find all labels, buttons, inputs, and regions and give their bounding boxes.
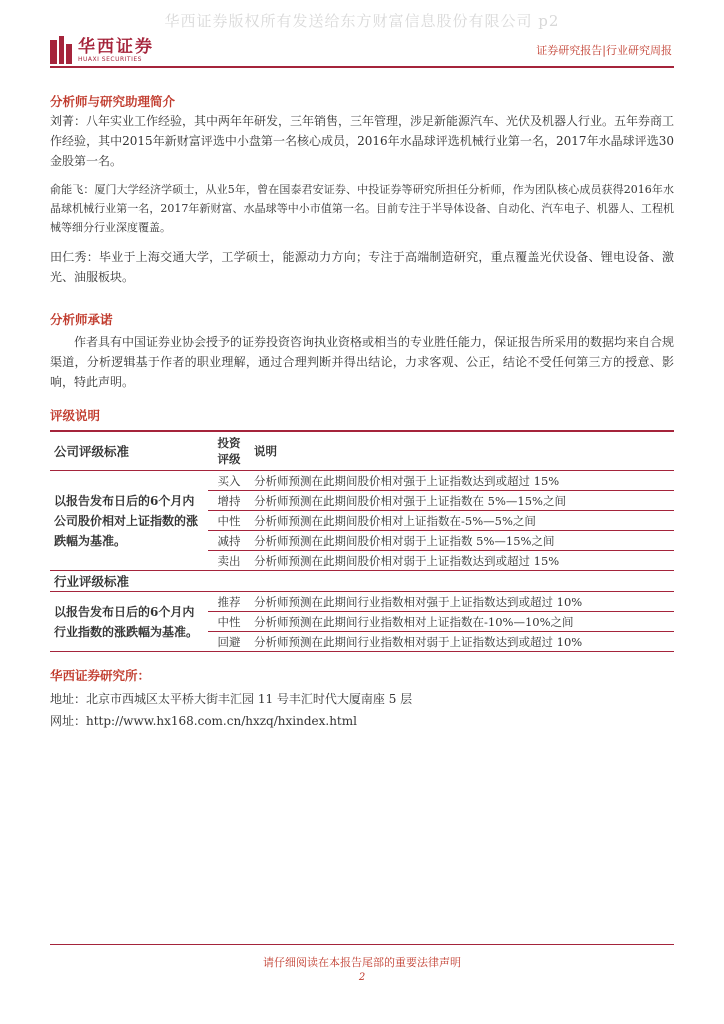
rating-table: [50, 432, 674, 652]
institute-address: 地址：北京市西城区太平桥大街丰汇园 11 号丰汇时代大厦南座 5 层: [50, 692, 413, 706]
company-logo: [50, 36, 154, 64]
rating-desc: 分析师预测在此期间股价相对上证指数在-5%—5%之间: [254, 513, 536, 528]
institute-title: 华西证券研究所：: [50, 668, 151, 683]
rating-desc: 分析师预测在此期间股价相对弱于上证指数达到或超过 15%: [254, 553, 560, 568]
analysts-section-title: 分析师与研究助理简介: [50, 94, 176, 109]
page-number: 2: [358, 972, 366, 983]
rating-value: 推荐: [217, 594, 241, 609]
logo-text-en: HUAXI SECURITIES: [78, 55, 142, 63]
analyst-bio-tianrenxiu: 田仁秀：毕业于上海交通大学，工学硕士，能源动力方向；专注于高端制造研究，重点覆盖光伏设备、锂电设备、激光、油服板块。: [50, 250, 674, 284]
report-type-label: 证券研究报告|行业研究周报: [536, 44, 672, 57]
company-rating-basis: 以报告发布日后的6个月内公司股价相对上证指数的涨跌幅为基准。: [54, 493, 199, 548]
rating-value: 增持: [217, 493, 241, 508]
huaxi-logo-icon: [50, 36, 72, 64]
industry-header-row: [50, 571, 674, 592]
rating-value: 回避: [217, 634, 241, 649]
header-divider: [50, 66, 674, 68]
rating-value: 买入: [217, 473, 241, 488]
rating-value: 减持: [217, 533, 241, 548]
rating-value: 卖出: [217, 553, 241, 568]
institute-website[interactable]: 网址：http://www.hx168.com.cn/hxzq/hxindex.html: [50, 714, 357, 728]
rating-desc: 分析师预测在此期间股价相对弱于上证指数 5%—15%之间: [254, 533, 555, 548]
company-rating-header: 公司评级标准: [54, 444, 130, 459]
rating-desc: 分析师预测在此期间行业指数相对上证指数在-10%—10%之间: [254, 614, 574, 629]
logo-text-cn: 华西证券: [78, 36, 154, 57]
commitment-text: 作者具有中国证券业协会授予的证券投资咨询执业资格或相当的专业胜任能力，保证报告所采用的数据均来自合规渠道，分析逻辑基于作者的职业理解，通过合理判断并得出结论，力求客观、公正，结论不受任何第三方的授意、影响，特此声明。: [50, 335, 675, 389]
rating-value: 中性: [217, 614, 241, 629]
rating-table-header-row: [50, 432, 674, 471]
table-row: [50, 471, 674, 491]
desc-header: 说明: [254, 444, 277, 458]
analyst-bio-yunengfei: 俞能飞：厦门大学经济学硕士，从业5年，曾在国泰君安证券、中投证券等研究所担任分析师，作为团队核心成员获得2016年水晶球机械行业第一名，2017年新财富、水晶球等中小市值第一名。目前专注于半导体设备、自动化、汽车电子、机器人、工程机械等细分行业深度覆盖。: [50, 183, 674, 234]
commitment-section-title: 分析师承诺: [50, 312, 113, 327]
industry-rating-basis: 以报告发布日后的6个月内行业指数的涨跌幅为基准。: [54, 604, 199, 639]
industry-rating-header: 行业评级标准: [54, 574, 130, 589]
analyst-bio-liujing: 刘菁：八年实业工作经验，其中两年年研发，三年销售，三年管理，涉足新能源汽车、光伏及机器人行业。五年券商工作经验，其中2015年新财富评选中小盘第一名核心成员，2016年水晶球评选机械行业第一名，2017年水晶球评选30金股第一名。: [50, 114, 675, 168]
table-row: [50, 592, 674, 612]
rating-desc: 分析师预测在此期间股价相对强于上证指数在 5%—15%之间: [254, 493, 566, 508]
rating-desc: 分析师预测在此期间行业指数相对弱于上证指数达到或超过 10%: [254, 634, 583, 649]
invest-rating-header: 投资评级: [217, 436, 241, 466]
watermark: 华西证券版权所有发送给东方财富信息股份有限公司 p2: [164, 12, 560, 30]
rating-value: 中性: [217, 513, 241, 528]
rating-desc: 分析师预测在此期间行业指数相对强于上证指数达到或超过 10%: [254, 594, 583, 609]
rating-section-title: 评级说明: [50, 408, 101, 423]
legal-disclaimer-note: 请仔细阅读在本报告尾部的重要法律声明: [263, 956, 461, 969]
rating-desc: 分析师预测在此期间股价相对强于上证指数达到或超过 15%: [254, 473, 560, 488]
footer-divider: [50, 944, 674, 945]
